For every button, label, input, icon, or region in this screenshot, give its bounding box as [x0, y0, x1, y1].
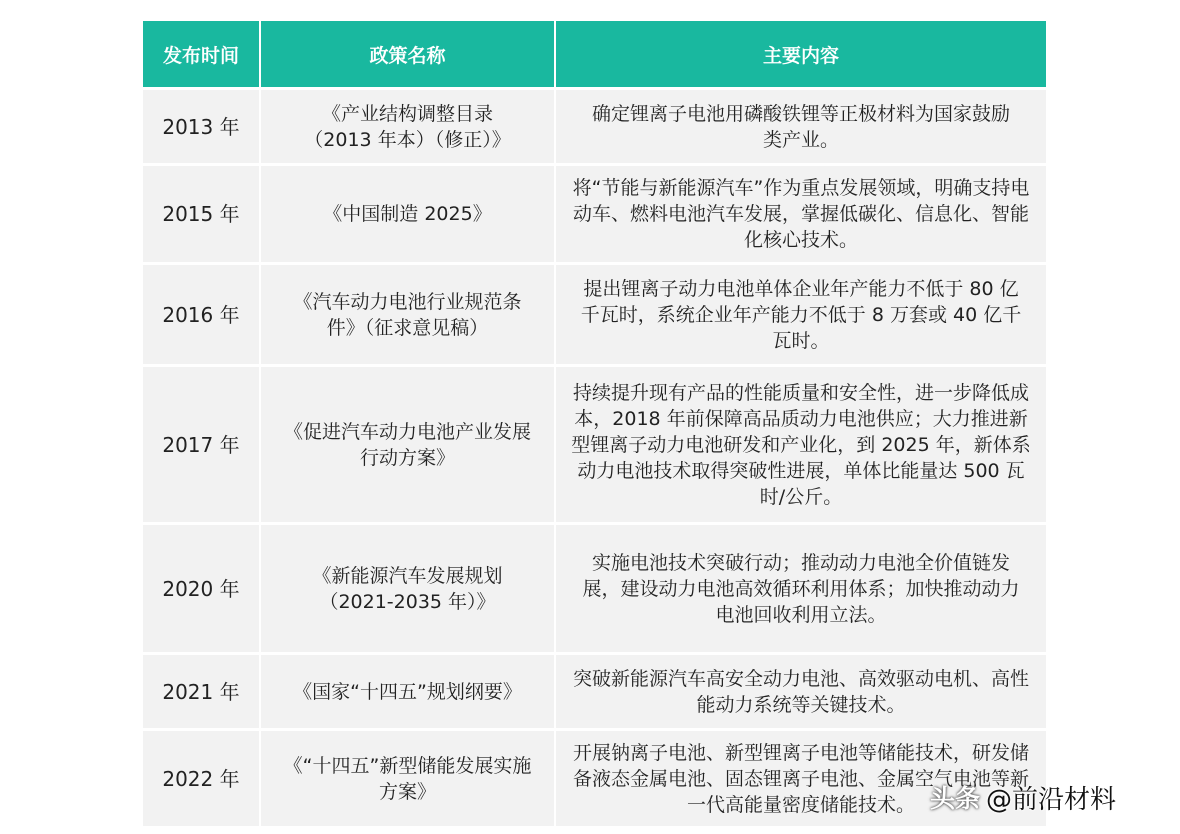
row-year: 2022 年: [143, 731, 259, 826]
row-policy: 《汽车动力电池行业规范条件》（征求意见稿）: [261, 265, 554, 364]
row-policy: 《促进汽车动力电池产业发展行动方案》: [261, 367, 554, 522]
row-content: 提出锂离子动力电池单体企业年产能力不低于 80 亿千瓦时，系统企业年产能力不低于 8 万套或 40 亿千瓦时。: [556, 265, 1046, 364]
header-date: 发布时间: [143, 21, 259, 87]
row-year: 2017 年: [143, 367, 259, 522]
row-year: 2021 年: [143, 655, 259, 728]
row-content: 突破新能源汽车高安全动力电池、高效驱动电机、高性能动力系统等关键技术。: [556, 655, 1046, 728]
row-year: 2015 年: [143, 166, 259, 262]
row-policy: 《国家“十四五”规划纲要》: [261, 655, 554, 728]
row-policy: 《产业结构调整目录（2013 年本）（修正）》: [261, 90, 554, 163]
row-content: 开展钠离子电池、新型锂离子电池等储能技术，研发储备液态金属电池、固态锂离子电池、金属空气电池等新一代高能量密度储能技术。: [556, 731, 1046, 826]
row-policy: 《“十四五”新型储能发展实施方案》: [261, 731, 554, 826]
header-content: 主要内容: [556, 21, 1046, 87]
header-policy: 政策名称: [261, 21, 554, 87]
row-year: 2020 年: [143, 525, 259, 652]
watermark: [930, 772, 1170, 822]
row-year: 2016 年: [143, 265, 259, 364]
row-content: 将“节能与新能源汽车”作为重点发展领域，明确支持电动车、燃料电池汽车发展，掌握低碳化、信息化、智能化核心技术。: [556, 166, 1046, 262]
row-policy: 《新能源汽车发展规划（2021-2035 年）》: [261, 525, 554, 652]
row-year: 2013 年: [143, 90, 259, 163]
row-content: 持续提升现有产品的性能质量和安全性，进一步降低成本，2018 年前保障高品质动力电池供应；大力推进新型锂离子动力电池研发和产业化，到 2025 年，新体系动力电池技术取得突破性进展，单体比能量达 500 瓦时/公斤。: [556, 367, 1046, 522]
row-policy: 《中国制造 2025》: [261, 166, 554, 262]
row-content: 实施电池技术突破行动；推动动力电池全价值链发展，建设动力电池高效循环利用体系；加快推动动力电池回收利用立法。: [556, 525, 1046, 652]
watermark-logo: 头条: [930, 784, 981, 813]
row-content: 确定锂离子电池用磷酸铁锂等正极材料为国家鼓励类产业。: [556, 90, 1046, 163]
watermark-text: @前沿材料: [986, 784, 1117, 815]
policy-table: [143, 21, 1046, 826]
